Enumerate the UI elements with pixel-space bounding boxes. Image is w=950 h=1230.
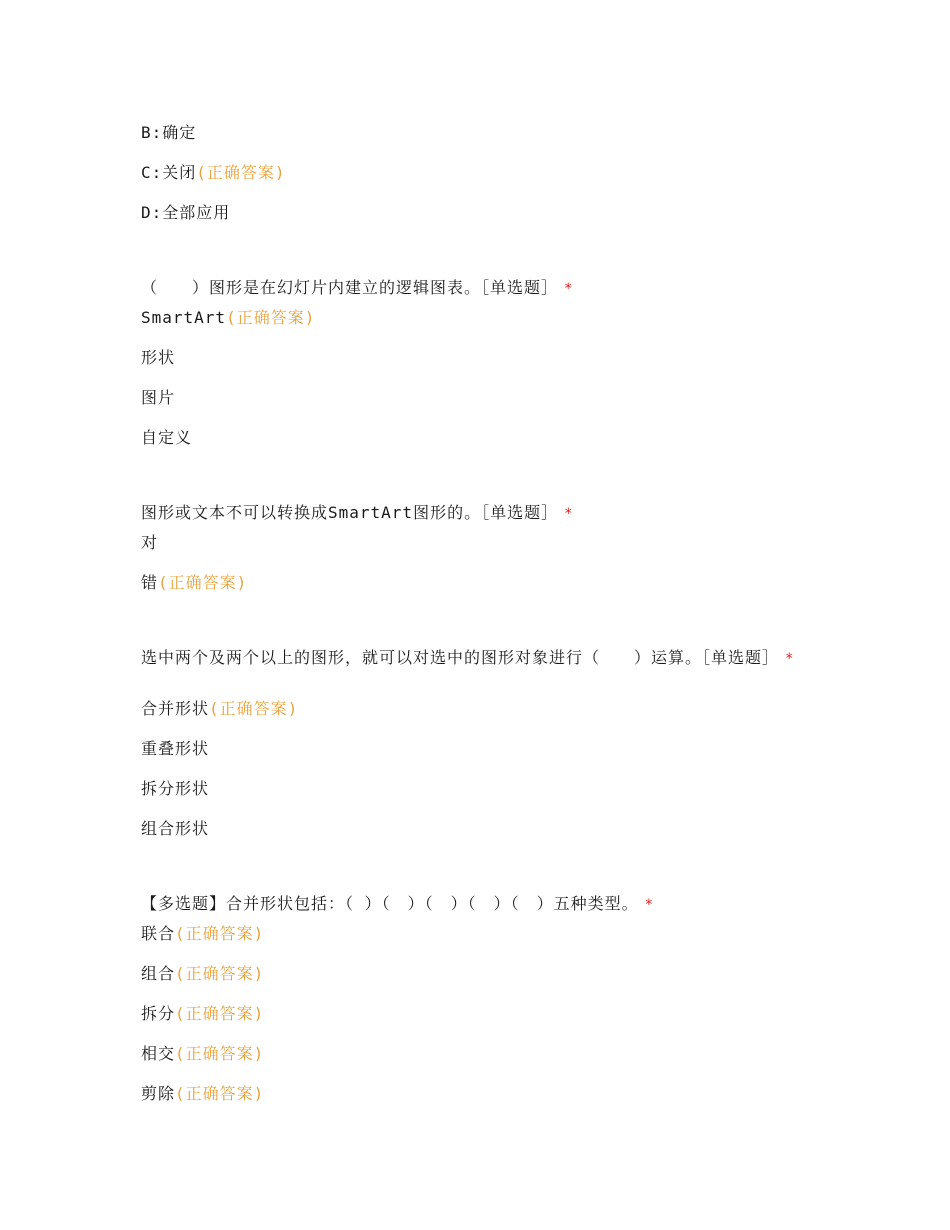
correct-answer-tag: (正确答案) bbox=[226, 308, 316, 327]
correct-answer-tag: (正确答案) bbox=[209, 699, 299, 718]
option-text: 错 bbox=[141, 573, 159, 592]
q1-option-3 bbox=[141, 388, 175, 408]
option-text: 图片 bbox=[141, 388, 176, 407]
option-b bbox=[141, 123, 196, 143]
option-text: 重叠形状 bbox=[141, 739, 210, 758]
correct-answer-tag: (正确答案) bbox=[175, 1004, 265, 1023]
question-text: 图形或文本不可以转换成SmartArt图形的。［单选题］ bbox=[141, 503, 559, 522]
option-text: B:确定 bbox=[141, 123, 197, 142]
option-text: 组合形状 bbox=[141, 819, 210, 838]
required-mark: * bbox=[785, 651, 795, 667]
option-text: 相交 bbox=[141, 1044, 176, 1063]
option-text: 组合 bbox=[141, 964, 176, 983]
q3-option-1 bbox=[141, 699, 298, 719]
q4-option-4 bbox=[141, 1044, 264, 1064]
required-mark: * bbox=[644, 897, 655, 913]
option-text: SmartArt bbox=[141, 308, 227, 327]
q2-option-2 bbox=[141, 573, 247, 593]
q4-option-5 bbox=[141, 1084, 264, 1104]
q4-option-1 bbox=[141, 924, 264, 944]
q4-option-2 bbox=[141, 964, 264, 984]
option-text: 剪除 bbox=[141, 1084, 176, 1103]
question-1-stem bbox=[141, 277, 811, 300]
option-text: 拆分形状 bbox=[141, 779, 210, 798]
question-2-stem bbox=[141, 502, 811, 525]
question-text: 【多选题】合并形状包括：（ ）（ ）（ ）（ ）（ ）五种类型。 bbox=[141, 894, 639, 913]
question-4-stem bbox=[141, 893, 811, 916]
option-d bbox=[141, 203, 230, 223]
q3-option-2 bbox=[141, 739, 209, 759]
correct-answer-tag: (正确答案) bbox=[175, 1084, 265, 1103]
option-text: C:关闭 bbox=[141, 163, 197, 182]
question-text: 选中两个及两个以上的图形，就可以对选中的图形对象进行（ ）运算。［单选题］ bbox=[141, 648, 780, 667]
option-text: 合并形状 bbox=[141, 699, 210, 718]
option-text: 拆分 bbox=[141, 1004, 176, 1023]
q2-option-1 bbox=[141, 533, 158, 553]
correct-answer-tag: (正确答案) bbox=[158, 573, 248, 592]
correct-answer-tag: (正确答案) bbox=[196, 163, 286, 182]
q1-option-1 bbox=[141, 308, 315, 328]
correct-answer-tag: (正确答案) bbox=[175, 964, 265, 983]
q1-option-2 bbox=[141, 348, 175, 368]
q3-option-4 bbox=[141, 819, 209, 839]
q3-option-3 bbox=[141, 779, 209, 799]
option-text: 形状 bbox=[141, 348, 176, 367]
option-text: 联合 bbox=[141, 924, 176, 943]
correct-answer-tag: (正确答案) bbox=[175, 924, 265, 943]
option-text: 自定义 bbox=[141, 428, 193, 447]
option-c bbox=[141, 163, 286, 183]
q4-option-3 bbox=[141, 1004, 264, 1024]
required-mark: * bbox=[564, 506, 574, 522]
option-text: D:全部应用 bbox=[141, 203, 231, 222]
required-mark: * bbox=[564, 281, 574, 297]
question-3-stem bbox=[141, 647, 811, 670]
q1-option-4 bbox=[141, 428, 192, 448]
correct-answer-tag: (正确答案) bbox=[175, 1044, 265, 1063]
question-text: （ ）图形是在幻灯片内建立的逻辑图表。［单选题］ bbox=[141, 278, 559, 297]
option-text: 对 bbox=[141, 533, 159, 552]
